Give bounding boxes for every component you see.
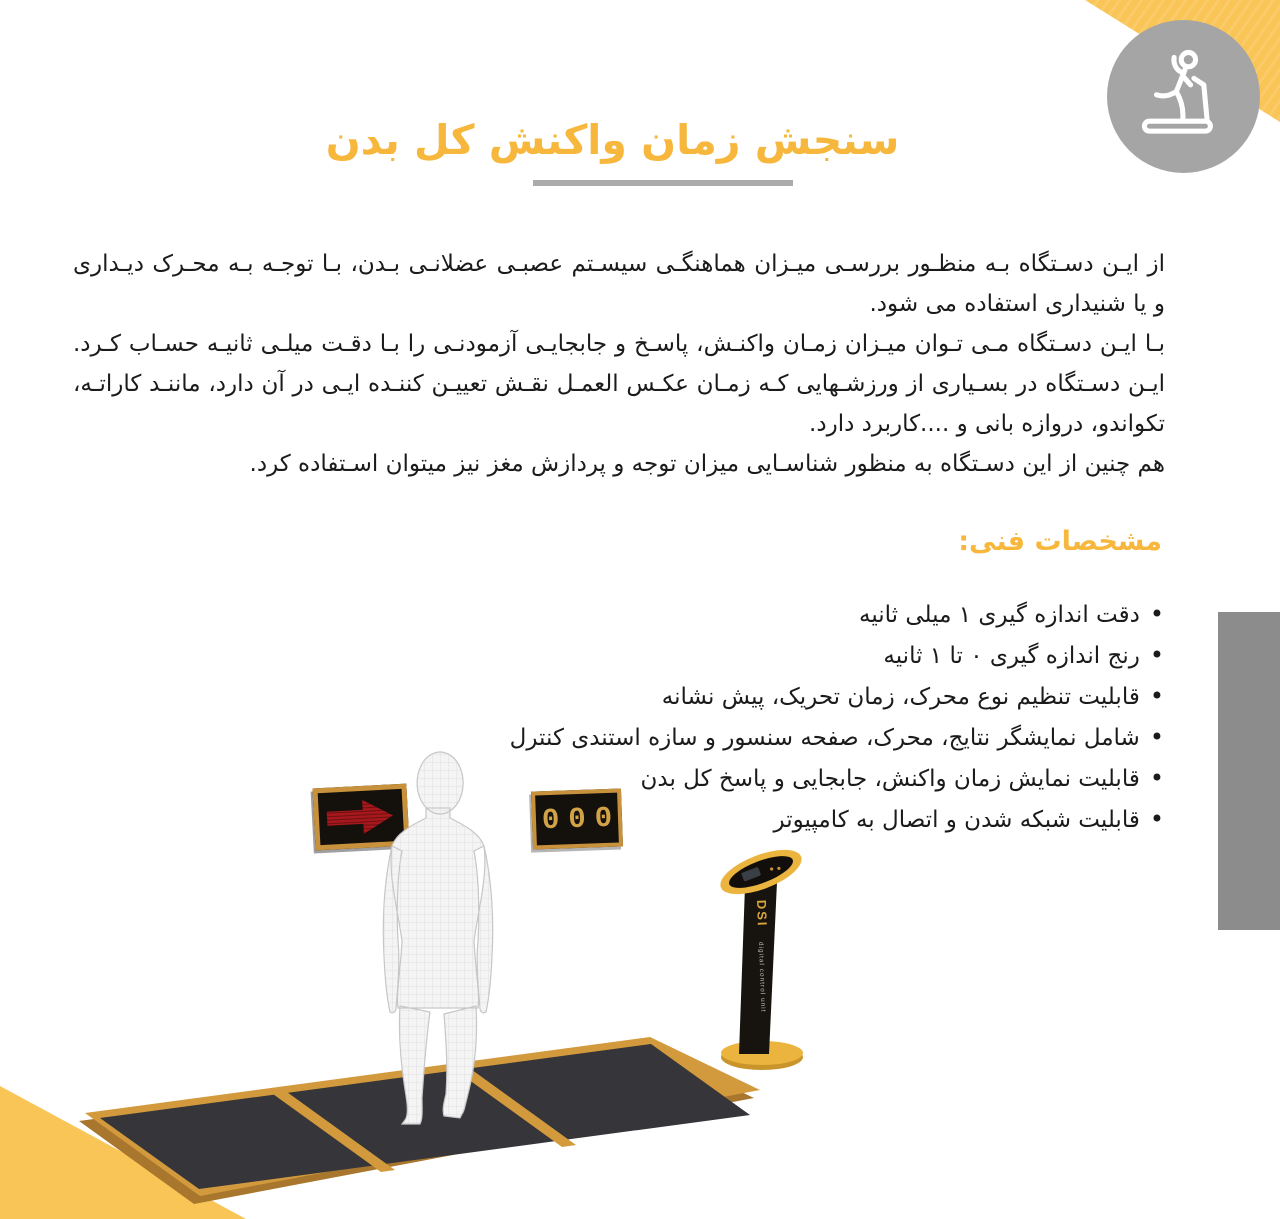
wireframe-human-figure	[356, 744, 524, 1136]
kiosk-label: digital control unit	[757, 941, 767, 1013]
right-gray-bar	[1218, 612, 1280, 930]
spec-item: •قابلیت تنظیم نوع محرک، زمان تحریک، پیش نشانه	[661, 682, 1164, 710]
paragraph: هم چنین از این دسـتگاه به منظور شناسـایی میزان توجه و پردازش مغز نیز میتوان اسـتفاده کرد.	[249, 451, 1165, 477]
bullet-dot: •	[1149, 600, 1164, 628]
display-value: 000	[541, 800, 622, 837]
spec-item: •قابلیت نمایش زمان واکنش، جابجایی و پاسخ کل بدن	[640, 764, 1164, 792]
kiosk-brand: DSI	[754, 899, 770, 928]
spec-item: •رنج اندازه گیری ۰ تا ۱ ثانیه	[883, 641, 1164, 669]
spec-item: •دقت اندازه گیری ۱ میلی ثانیه	[858, 600, 1164, 628]
bullet-dot: •	[1149, 641, 1164, 669]
spec-item: •قابلیت شبکه شدن و اتصال به کامپیوتر	[773, 805, 1164, 833]
page-title: سنجش زمان واکنش کل بدن	[325, 116, 900, 164]
paragraph: بـا ایـن دسـتگاه مـی تـوان میـزان زمـان واکنـش، پاسـخ و جابجایـی آزمودنـی را بـا دقـت میلـی ثانیـه حسـاب کـرد. ایـن دسـتگاه در بسـیاری از ورزشـهایی کـه زمـان عکـس العمـل نقـش تعییـن کننـده ایـی در آن دارد، ماننـد کاراتـه، تکواندو، دروازه بانی و ....کاربرد دارد.	[73, 331, 1165, 437]
bullet-dot: •	[1149, 764, 1164, 792]
title-underline	[533, 180, 793, 186]
bullet-dot: •	[1149, 682, 1164, 710]
control-unit-stand	[716, 842, 808, 1077]
reaction-time-display	[531, 788, 623, 849]
specs-heading: مشخصات فنی:	[958, 526, 1162, 557]
spec-item: •شامل نمایشگر نتایج، محرک، صفحه سنسور و سازه استندی کنترل	[509, 723, 1164, 751]
paragraph: از ایـن دسـتگاه بـه منظـور بررسـی میـزان هماهنگـی سیسـتم عصبـی عضلانـی بـدن، بـا توجـه بـه محـرک دیـداری و یا شنیداری استفاده می شود.	[73, 251, 1165, 317]
bullet-dot: •	[1149, 723, 1164, 751]
bullet-dot: •	[1149, 805, 1164, 833]
description-text	[73, 244, 1165, 484]
